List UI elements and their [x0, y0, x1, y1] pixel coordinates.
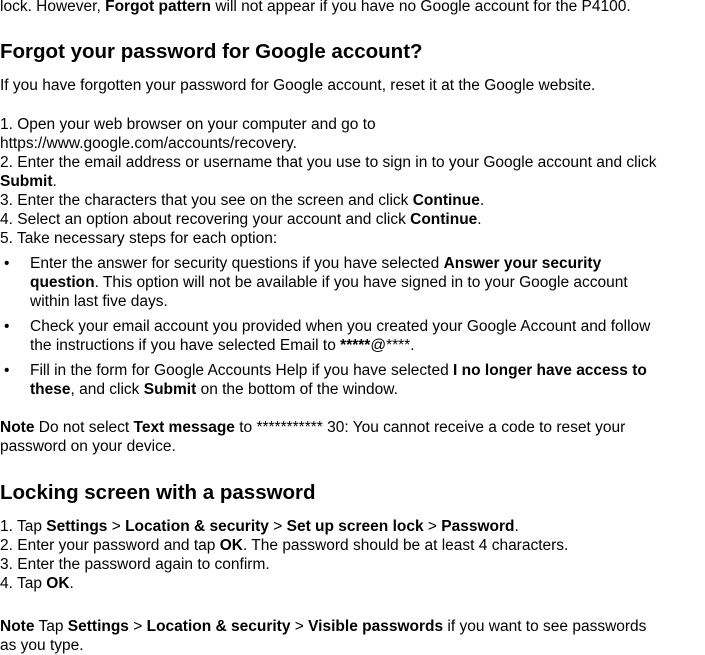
separator: >: [107, 518, 126, 535]
step-4-end: .: [477, 211, 482, 228]
no-access-term: I no longer have access to: [453, 362, 647, 379]
bullet-3-text-2: , and click: [70, 381, 144, 398]
lock-step-3: 3. Enter the password again to confirm.: [0, 556, 270, 573]
these-term: these: [30, 381, 71, 398]
bullet-1-line-2: [30, 273, 628, 292]
bullet-2-mark: •: [4, 318, 10, 335]
lock-step-4-pre: 4. Tap: [0, 575, 47, 592]
bullet-2-line-2: [30, 336, 415, 355]
ok-term: OK: [46, 575, 70, 592]
lock-step-1-end: .: [514, 518, 519, 535]
note-2-text: if you want to see passwords: [443, 618, 647, 635]
bullet-1-mark: •: [4, 255, 10, 272]
step-2-end: .: [52, 173, 57, 190]
set-up-screen-lock-term: Set up screen lock: [286, 518, 424, 535]
section1-lead: If you have forgotten your password for Google account, reset it at the Google website.: [0, 77, 596, 94]
text-message-term: Text message: [133, 419, 235, 436]
note-1-line-2: password on your device.: [0, 438, 176, 455]
bullet-1-line-3: within last five days.: [30, 293, 168, 310]
bullet-3-mark: •: [4, 362, 10, 379]
step-3-text: 3. Enter the characters that you see on the screen and click: [0, 192, 413, 209]
ok-term: OK: [219, 537, 243, 554]
lock-step-2-pre: 2. Enter your password and tap: [0, 537, 220, 554]
step-5: 5. Take necessary steps for each option:: [0, 230, 278, 247]
bullet-1-line-1: [30, 254, 601, 273]
step-3-end: .: [479, 192, 485, 209]
bullet-1-text: Enter the answer for security questions if you have selected: [30, 255, 444, 272]
continue-term: Continue: [412, 192, 480, 209]
continue-term: Continue: [410, 211, 478, 228]
note-label: Note: [0, 419, 35, 436]
forgot-pattern-term: Forgot pattern: [105, 0, 212, 15]
bullet-2-line-1: Check your email account you provided when you created your Google Account and follow: [30, 318, 651, 335]
intro-text: lock. However,: [0, 0, 106, 15]
intro-line: [0, 0, 631, 16]
section-heading-locking-screen: Locking screen with a password: [0, 481, 316, 504]
note-1-text-2: to *********** 30: You cannot receive a code to reset your: [234, 419, 626, 436]
step-4: [0, 210, 482, 229]
lock-step-1-pre: 1. Tap: [0, 518, 47, 535]
bullet-1-text-2: . This option will not be available if you have signed in to your Google account: [94, 274, 628, 291]
settings-term: Settings: [46, 518, 108, 535]
separator: >: [268, 518, 287, 535]
bullet-2-text: the instructions if you have selected Email to: [30, 337, 341, 354]
lock-step-1: [0, 517, 519, 536]
submit-term: Submit: [0, 173, 53, 190]
location-security-term: Location & security: [146, 618, 291, 635]
section-heading-forgot-password: Forgot your password for Google account?: [0, 40, 423, 63]
answer-security-term: Answer your security: [443, 255, 602, 272]
question-term: question: [30, 274, 95, 291]
visible-passwords-term: Visible passwords: [308, 618, 444, 635]
lock-step-4-end: .: [69, 575, 74, 592]
note-2-pre: Tap: [34, 618, 68, 635]
note-1-text: Do not select: [34, 419, 134, 436]
step-2-line-1: 2. Enter the email address or username that you use to sign in to your Google account and click: [0, 154, 657, 171]
bullet-3-text-3: on the bottom of the window.: [196, 381, 398, 398]
lock-step-2-end: . The password should be at least 4 characters.: [242, 537, 569, 554]
bullet-3-text: Fill in the form for Google Accounts Help if you have selected: [30, 362, 454, 379]
step-1-line-1: 1. Open your web browser on your computer and go to: [0, 116, 376, 133]
masked-email-domain: @****.: [370, 337, 415, 354]
note-1-line-1: [0, 418, 625, 437]
separator: >: [128, 618, 147, 635]
separator: >: [423, 518, 442, 535]
intro-text-end: will not appear if you have no Google account for the P4100.: [211, 0, 631, 15]
settings-term: Settings: [67, 618, 129, 635]
masked-email-user: *****: [340, 337, 371, 354]
step-3: [0, 191, 484, 210]
password-term: Password: [441, 518, 515, 535]
recovery-url: https://www.google.com/accounts/recovery.: [0, 135, 297, 152]
step-4-text: 4. Select an option about recovering your account and click: [0, 211, 411, 228]
note-label: Note: [0, 618, 35, 635]
step-2-line-2: [0, 172, 57, 191]
lock-step-4: [0, 574, 74, 593]
note-2-line-1: [0, 617, 646, 636]
location-security-term: Location & security: [125, 518, 269, 535]
separator: >: [290, 618, 309, 635]
note-2-line-2: as you type.: [0, 637, 84, 654]
bullet-3-line-1: [30, 361, 647, 380]
lock-step-2: [0, 536, 568, 555]
bullet-3-line-2: [30, 380, 398, 399]
submit-term: Submit: [143, 381, 197, 398]
